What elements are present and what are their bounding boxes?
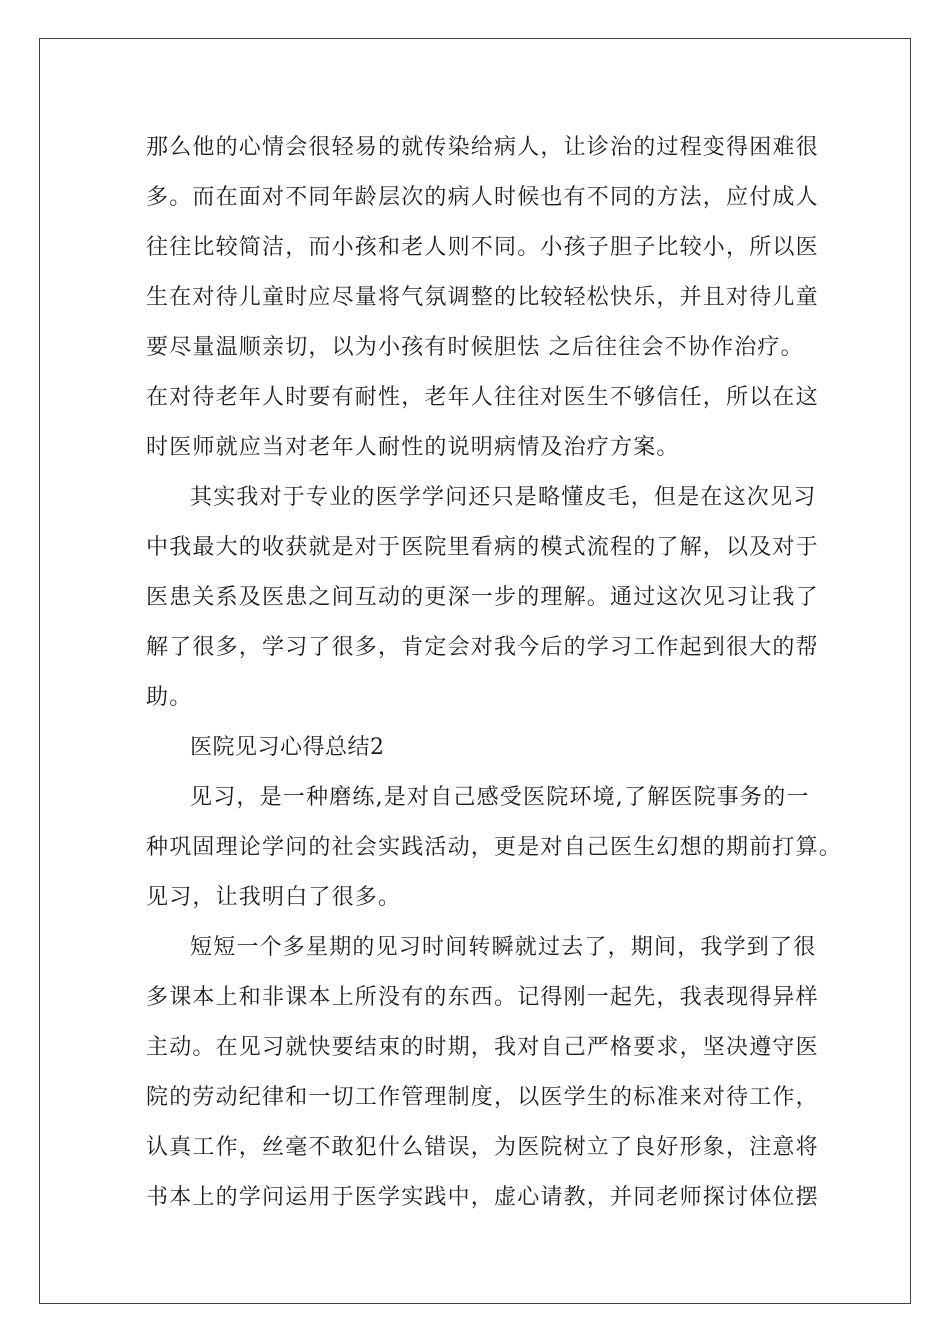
paragraph-line: 在对待老年人时要有耐性，老年人往往对医生不够信任，所以在这 — [146, 385, 819, 410]
paragraph-line: 主动。在见习就快要结束的时期，我对自己严格要求，坚决遵守医 — [146, 1035, 819, 1060]
paragraph-line: 要尽量温顺亲切，以为小孩有时候胆怯 之后往往会不协作治疗。 — [146, 335, 804, 360]
paragraph-line: 多课本上和非课本上所没有的东西。记得刚一起先，我表现得异样 — [146, 985, 819, 1010]
paragraph-line: 多。而在面对不同年龄层次的病人时候也有不同的方法，应付成人 — [146, 185, 819, 210]
paragraph-line: 解了很多，学习了很多，肯定会对我今后的学习工作起到很大的帮 — [146, 635, 819, 660]
paragraph-line: 其实我对于专业的医学学问还只是略懂皮毛，但是在这次见习 — [190, 485, 817, 510]
paragraph-line: 认真工作，丝毫不敢犯什么错误，为医院树立了良好形象，注意将 — [146, 1135, 819, 1160]
paragraph-line: 医患关系及医患之间互动的更深一步的理解。通过这次见习让我了 — [146, 585, 819, 610]
paragraph-line: 种巩固理论学问的社会实践活动，更是对自己医生幻想的期前打算。 — [146, 835, 843, 860]
paragraph-line: 生在对待儿童时应尽量将气氛调整的比较轻松快乐，并且对待儿童 — [146, 285, 819, 310]
section-heading: 医院见习心得总结2 — [190, 735, 385, 760]
paragraph-line: 书本上的学问运用于医学实践中，虚心请教，并同老师探讨体位摆 — [146, 1185, 819, 1210]
paragraph-line: 往往比较简洁，而小孩和老人则不同。小孩子胆子比较小，所以医 — [146, 235, 819, 260]
paragraph-line: 见习，是一种磨练,是对自己感受医院环境,了解医院事务的一 — [190, 785, 810, 810]
paragraph-line: 中我最大的收获就是对于医院里看病的模式流程的了解，以及对于 — [146, 535, 819, 560]
paragraph-line: 助。 — [146, 685, 193, 710]
paragraph-line: 见习，让我明白了很多。 — [146, 885, 402, 910]
paragraph-line: 时医师就应当对老年人耐性的说明病情及治疗方案。 — [146, 435, 680, 460]
page-border — [39, 38, 911, 1304]
paragraph-line: 院的劳动纪律和一切工作管理制度，以医学生的标准来对待工作， — [146, 1085, 819, 1110]
paragraph-line: 短短一个多星期的见习时间转瞬就过去了，期间，我学到了很 — [190, 935, 817, 960]
paragraph-line: 那么他的心情会很轻易的就传染给病人，让诊治的过程变得困难很 — [146, 135, 819, 160]
